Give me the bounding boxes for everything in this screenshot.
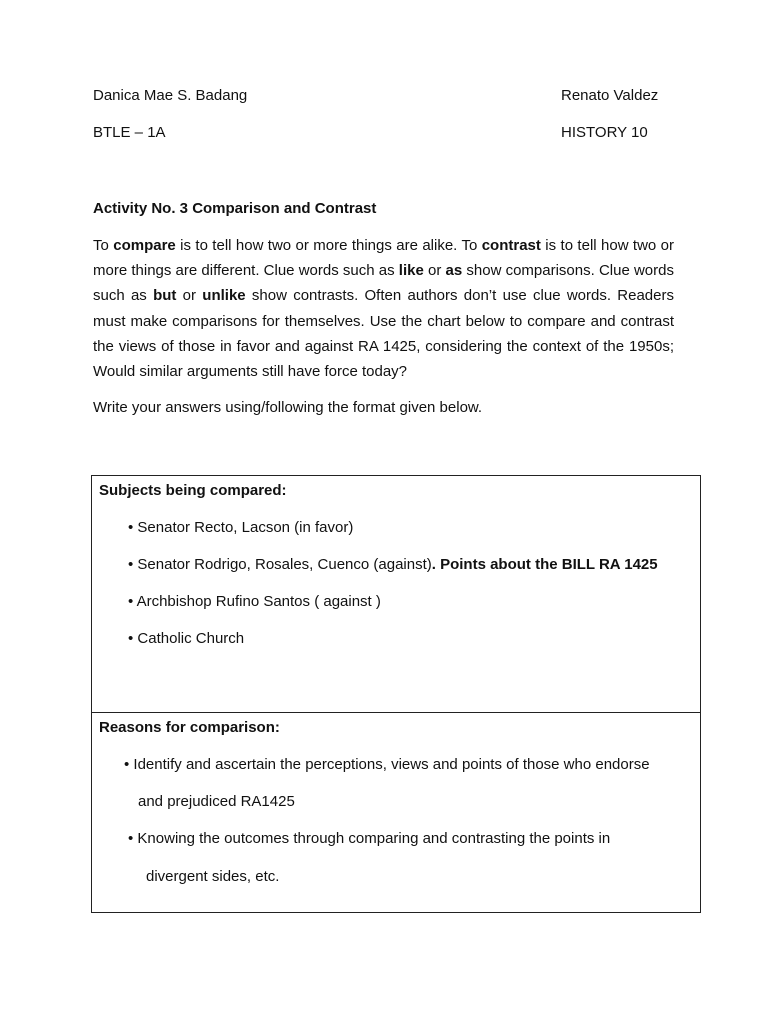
subject-item: • Archbishop Rufino Santos ( against ) bbox=[128, 593, 381, 610]
reason-item: • Knowing the outcomes through comparing and contrasting the points in bbox=[128, 830, 611, 847]
subject-item: • Catholic Church bbox=[128, 630, 245, 647]
keyword-contrast: contrast bbox=[481, 237, 541, 254]
subject-label: HISTORY 10 bbox=[561, 124, 648, 141]
instructor-name: Renato Valdez bbox=[561, 87, 659, 104]
keyword-but: but bbox=[153, 287, 177, 305]
reasons-heading: Reasons for comparison: bbox=[99, 719, 280, 736]
reason-item-continuation: and prejudiced RA1425 bbox=[138, 793, 295, 810]
reason-item-continuation: divergent sides, etc. bbox=[146, 868, 280, 885]
subject-item: • Senator Recto, Lacson (in favor) bbox=[128, 519, 354, 536]
reason-item: • Identify and ascertain the perceptions, views and points of those who endorse bbox=[124, 756, 650, 773]
intro-paragraph: To compare is to tell how two or more things are alike. To contrast is to tell how two or more things are different. Clue words such as like or as show comparisons. Clue words such as but or unlike show contrasts. Often authors don’t use clue words. Readers must make comparisons for themselves. Use the chart below to compare and contrast the views of those in favor and against RA 1425, considering the context of the 1950s; Would similar arguments still have force today? bbox=[93, 237, 674, 381]
keyword-as: as bbox=[445, 262, 463, 280]
keyword-like: like bbox=[398, 262, 424, 280]
keyword-compare: compare bbox=[113, 237, 176, 254]
student-name: Danica Mae S. Badang bbox=[93, 87, 248, 104]
subjects-heading: Subjects being compared: bbox=[99, 482, 287, 499]
keyword-unlike: unlike bbox=[202, 287, 246, 305]
activity-title: Activity No. 3 Comparison and Contrast bbox=[93, 200, 377, 217]
subject-item: • Senator Rodrigo, Rosales, Cuenco (against). Points about the BILL RA 1425 bbox=[128, 556, 658, 573]
subjects-box bbox=[91, 475, 701, 713]
reasons-box bbox=[91, 712, 701, 913]
instruction-text: Write your answers using/following the format given below. bbox=[93, 399, 483, 416]
section-label: BTLE – 1A bbox=[93, 124, 166, 141]
